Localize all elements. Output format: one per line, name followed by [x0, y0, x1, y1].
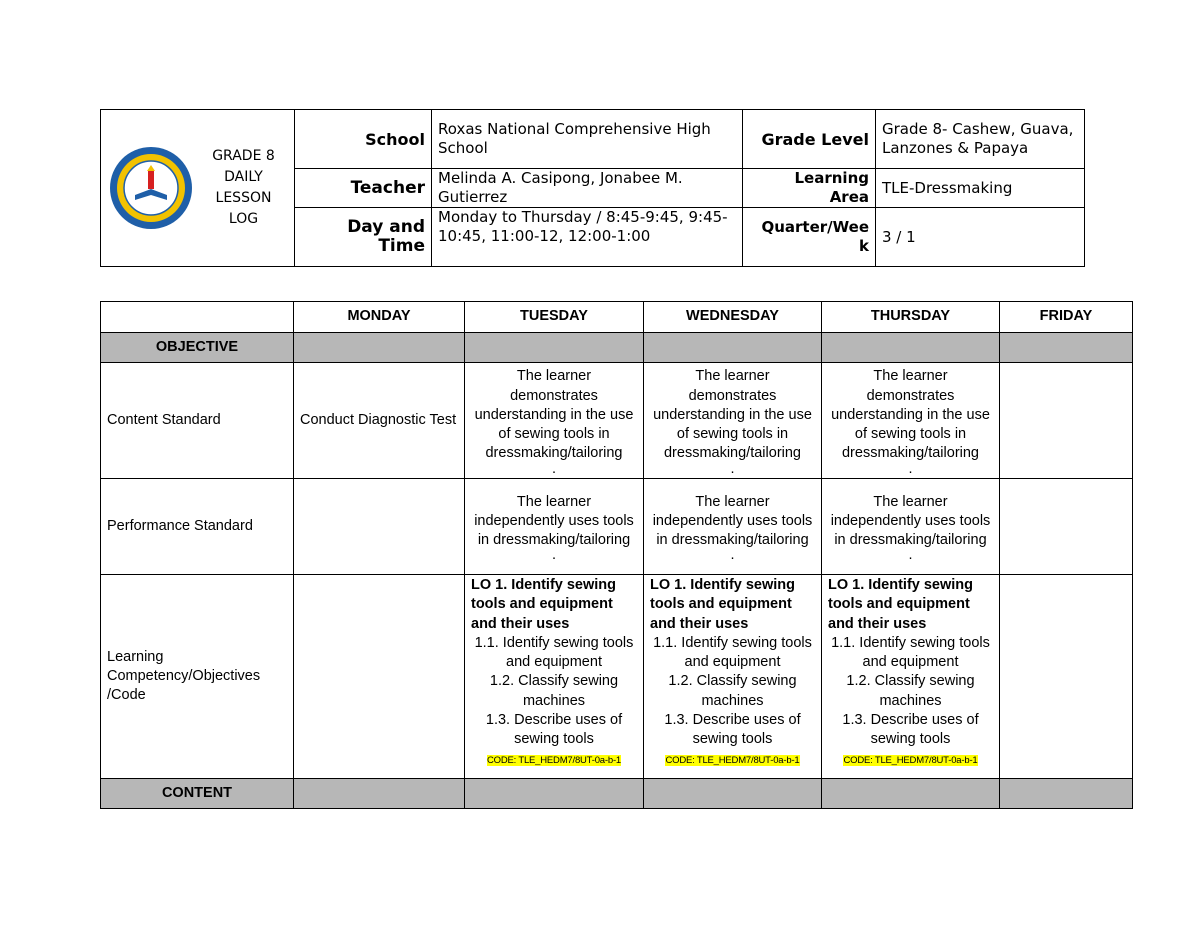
performance-standard-dot: . [730, 547, 735, 564]
competency-code: CODE: TLE_HEDM7/8UT-0a-b-1 [665, 754, 800, 766]
header-table [100, 109, 1085, 267]
learning-area-value: TLE-Dressmaking [876, 169, 1085, 208]
quarter-week-value: 3 / 1 [876, 208, 1085, 267]
learning-competency-label: Learning Competency/Objectives /Code [101, 575, 294, 779]
day-time-label: Day and Time [295, 208, 432, 267]
content-standard-row [101, 363, 1133, 479]
lo-item: 1.3. Describe uses of sewing tools [664, 712, 801, 748]
performance-standard-tuesday [465, 479, 644, 575]
logo-title-line: GRADE 8 [212, 148, 275, 164]
performance-standard-monday [294, 479, 465, 575]
lo-item: 1.1. Identify sewing tools and equipment [474, 634, 634, 671]
content-standard-wednesday [644, 363, 822, 479]
performance-standard-row [101, 479, 1133, 575]
content-standard-thursday [822, 363, 1000, 479]
performance-standard-thursday [822, 479, 1000, 575]
lo-item: 1.3. Describe uses of sewing tools [842, 712, 979, 748]
lo-title: LO 1. Identify sewing tools and equipment and their uses [471, 577, 617, 632]
day-header-thursday: THURSDAY [822, 302, 1000, 333]
section-cell [294, 333, 465, 363]
day-header-friday: FRIDAY [1000, 302, 1133, 333]
objective-section-row [101, 333, 1133, 363]
lo-item: 1.2. Classify sewing machines [668, 673, 797, 709]
content-standard-text: The learner demonstrates understanding in the use of sewing tools in dressmaking/tailoring [474, 368, 634, 462]
content-standard-dot: . [730, 460, 735, 477]
logo-title-line: LOG [228, 211, 259, 227]
section-cell [822, 779, 1000, 809]
performance-standard-friday [1000, 479, 1133, 575]
learning-competency-wednesday [644, 575, 822, 779]
logo-title-line: LESSON [215, 190, 272, 206]
grade-level-label: Grade Level [743, 110, 876, 169]
competency-code: CODE: TLE_HEDM7/8UT-0a-b-1 [486, 754, 621, 766]
content-standard-friday [1000, 363, 1133, 479]
performance-standard-dot: . [551, 547, 557, 564]
performance-standard-label: Performance Standard [101, 479, 294, 575]
performance-standard-text: The learner independently uses tools in dressmaking/tailoring [474, 493, 634, 549]
section-cell [465, 779, 644, 809]
logo-title-line: DAILY [224, 169, 263, 185]
lo-item: 1.2. Classify sewing machines [489, 673, 619, 709]
performance-standard-wednesday [644, 479, 822, 575]
learning-competency-monday [294, 575, 465, 779]
lo-item: 1.3. Describe uses of sewing tools [485, 712, 623, 748]
section-cell [1000, 333, 1133, 363]
objective-section-label: OBJECTIVE [101, 333, 294, 363]
lo-item: 1.1. Identify sewing tools and equipment [653, 634, 812, 671]
section-cell [644, 333, 822, 363]
day-time-value: Monday to Thursday / 8:45-9:45, 9:45-10:45, 11:00-12, 12:00-1:00 [432, 208, 743, 267]
learning-competency-friday [1000, 575, 1133, 779]
learning-area-label: Learning Area [743, 169, 876, 208]
lo-item: 1.2. Classify sewing machines [846, 673, 975, 709]
content-standard-text: The learner demonstrates understanding in the use of sewing tools in dressmaking/tailoring [831, 368, 990, 462]
performance-standard-text: The learner independently uses tools in dressmaking/tailoring [652, 493, 813, 549]
learning-competency-row [101, 575, 1133, 779]
content-standard-monday: Conduct Diagnostic Test [294, 363, 465, 479]
section-cell [1000, 779, 1133, 809]
content-standard-text: The learner demonstrates understanding in the use of sewing tools in dressmaking/tailoring [653, 368, 812, 462]
day-header-wednesday: WEDNESDAY [644, 302, 822, 333]
content-standard-label: Content Standard [101, 363, 294, 479]
daily-lesson-log-title [197, 146, 290, 230]
grade-level-value: Grade 8- Cashew, Guava, Lanzones & Papaya [876, 110, 1085, 169]
content-standard-tuesday [465, 363, 644, 479]
quarter-week-label: Quarter/Week [743, 208, 876, 267]
day-header-tuesday: TUESDAY [465, 302, 644, 333]
learning-competency-tuesday [465, 575, 644, 779]
content-section-row [101, 779, 1133, 809]
corner-cell [101, 302, 294, 333]
content-standard-dot: . [908, 460, 913, 477]
lo-item: 1.1. Identify sewing tools and equipment [831, 634, 990, 671]
lo-title: LO 1. Identify sewing tools and equipment and their uses [828, 577, 974, 632]
content-standard-dot: . [551, 460, 557, 477]
section-cell [465, 333, 644, 363]
performance-standard-text: The learner independently uses tools in dressmaking/tailoring [830, 493, 991, 549]
section-cell [294, 779, 465, 809]
competency-code: CODE: TLE_HEDM7/8UT-0a-b-1 [843, 754, 978, 766]
content-section-label: CONTENT [101, 779, 294, 809]
teacher-label: Teacher [295, 169, 432, 208]
day-header-monday: MONDAY [294, 302, 465, 333]
school-label: School [295, 110, 432, 169]
learning-competency-thursday [822, 575, 1000, 779]
section-cell [644, 779, 822, 809]
teacher-value: Melinda A. Casipong, Jonabee M. Gutierrez [432, 169, 743, 208]
lo-title: LO 1. Identify sewing tools and equipment and their uses [650, 577, 796, 632]
days-header-row [101, 302, 1133, 333]
lesson-log-table [100, 301, 1133, 809]
school-value: Roxas National Comprehensive High School [432, 110, 743, 169]
school-seal-icon [105, 145, 197, 231]
performance-standard-dot: . [908, 547, 913, 564]
logo-cell [101, 110, 295, 267]
section-cell [822, 333, 1000, 363]
